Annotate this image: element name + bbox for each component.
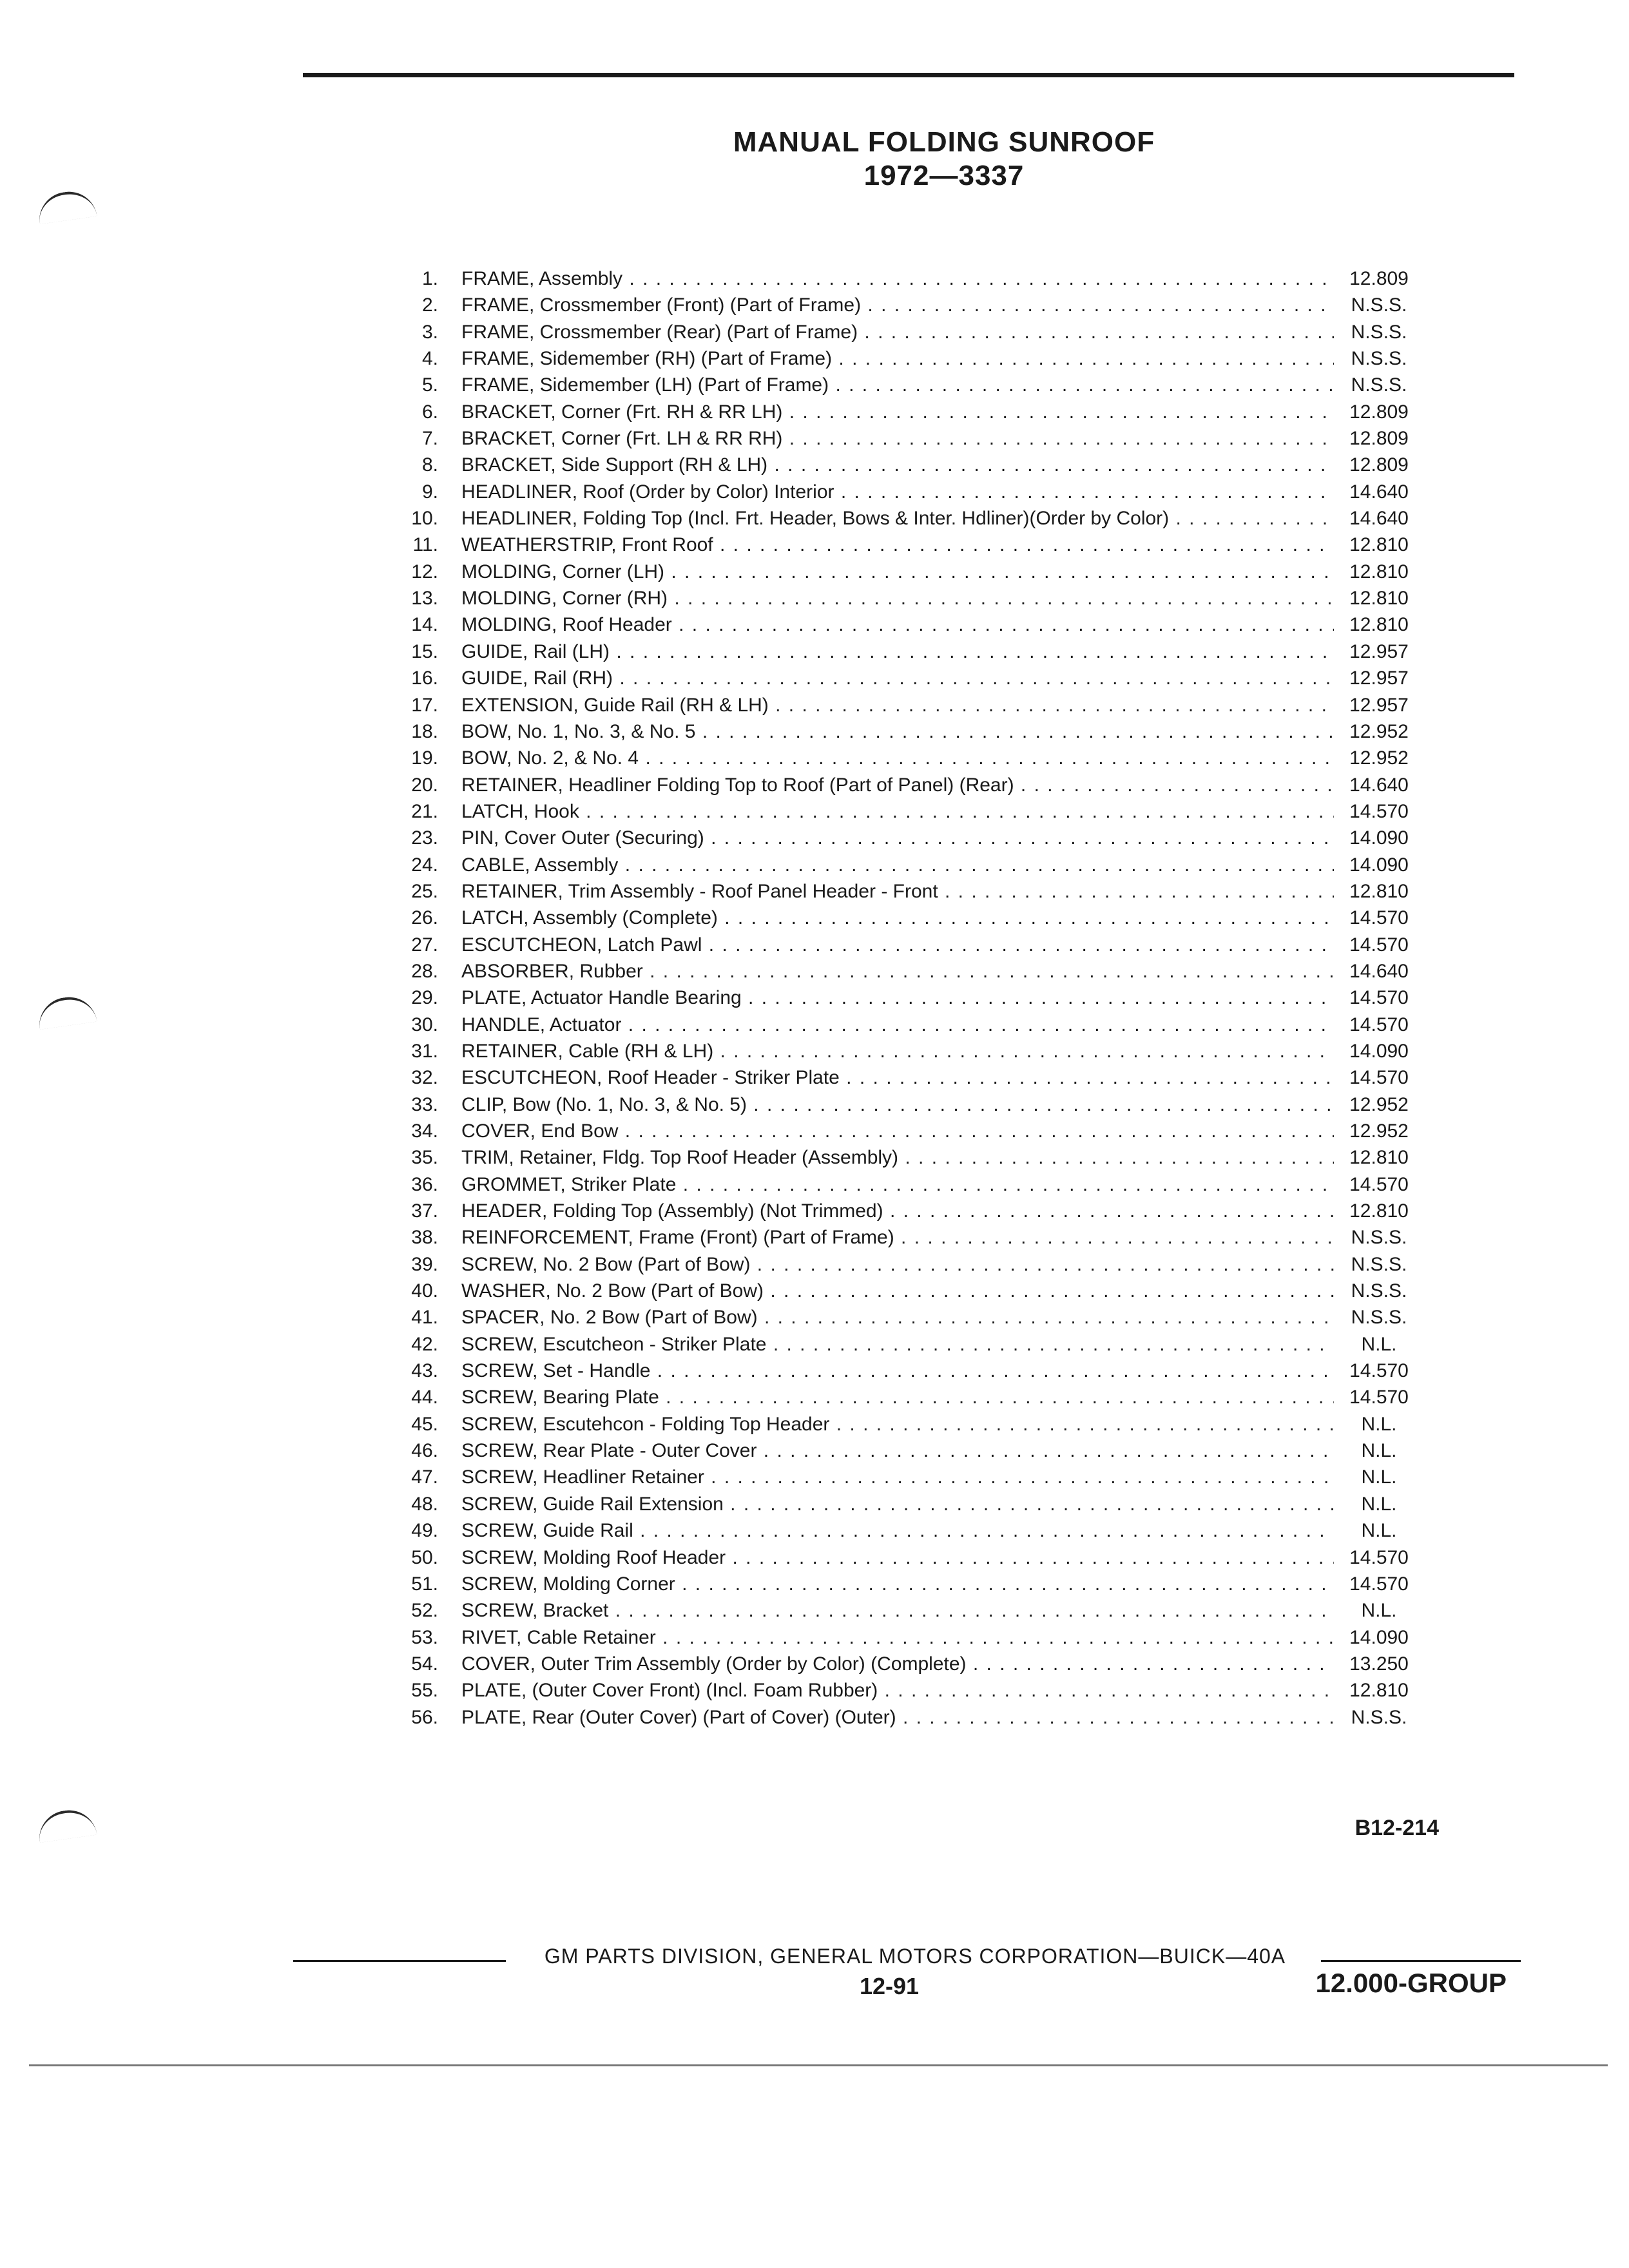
- part-row: [387, 1491, 1424, 1517]
- group-code: N.L.: [1361, 1520, 1397, 1542]
- part-description: MOLDING, Roof Header . . .: [461, 611, 1334, 638]
- part-description: CABLE, Assembly . . .: [461, 852, 1334, 878]
- part-row: [387, 825, 1424, 851]
- part-row: [387, 399, 1424, 425]
- part-row: [387, 1624, 1424, 1651]
- group-code: 14.640: [1349, 774, 1409, 796]
- part-row: [387, 1517, 1424, 1544]
- part-description: COVER, Outer Trim Assembly (Order by Color) (Complete) . . .: [461, 1651, 1334, 1677]
- part-description: SCREW, Guide Rail Extension . . .: [461, 1491, 1334, 1517]
- group-code: N.S.S.: [1351, 1706, 1407, 1728]
- group-code: N.S.S.: [1351, 1307, 1407, 1329]
- part-description: SCREW, Headliner Retainer . . .: [461, 1464, 1334, 1490]
- part-description: REINFORCEMENT, Frame (Front) (Part of Frame) . . .: [461, 1224, 1334, 1251]
- group-code: 12.810: [1349, 880, 1409, 902]
- group-code: 14.090: [1349, 1626, 1409, 1648]
- part-number: 54.: [411, 1653, 438, 1675]
- part-row: [387, 1411, 1424, 1437]
- part-description: HEADER, Folding Top (Assembly) (Not Trimmed) . . .: [461, 1198, 1334, 1224]
- part-description: SCREW, Molding Corner . . .: [461, 1571, 1334, 1597]
- part-row: [387, 905, 1424, 931]
- part-number: 21.: [411, 800, 438, 822]
- group-code: 14.640: [1349, 481, 1409, 503]
- group-code: 14.570: [1349, 1573, 1409, 1595]
- group-code: N.L.: [1361, 1440, 1397, 1462]
- group-code: 12.809: [1349, 268, 1409, 289]
- group-code: 14.570: [1349, 1173, 1409, 1195]
- part-number: 40.: [411, 1280, 438, 1302]
- part-description: SCREW, Escutehcon - Folding Top Header . . .: [461, 1411, 1334, 1437]
- part-row: [387, 1331, 1424, 1358]
- part-row: [387, 559, 1424, 585]
- part-number: 42.: [411, 1333, 438, 1355]
- part-row: [387, 1118, 1424, 1144]
- group-code: 14.570: [1349, 1014, 1409, 1035]
- group-code: 14.090: [1349, 1040, 1409, 1062]
- part-number: 52.: [411, 1600, 438, 1622]
- part-number: 14.: [411, 614, 438, 636]
- part-row: [387, 798, 1424, 825]
- group-code: N.S.S.: [1351, 1227, 1407, 1249]
- part-row: [387, 1251, 1424, 1278]
- punch-hole-mark: [35, 188, 97, 224]
- group-code: 14.090: [1349, 827, 1409, 849]
- part-row: [387, 345, 1424, 372]
- part-description: LATCH, Assembly (Complete) . . .: [461, 905, 1334, 931]
- part-row: [387, 1464, 1424, 1490]
- part-number: 25.: [411, 880, 438, 902]
- part-description: SCREW, Rear Plate - Outer Cover . . .: [461, 1437, 1334, 1464]
- group-code: 12.809: [1349, 401, 1409, 423]
- group-code: 13.250: [1349, 1653, 1409, 1675]
- group-code: N.L.: [1361, 1333, 1397, 1355]
- part-row: [387, 319, 1424, 345]
- part-number: 46.: [411, 1440, 438, 1462]
- group-code: N.L.: [1361, 1493, 1397, 1515]
- group-code: 14.640: [1349, 960, 1409, 982]
- part-number: 28.: [411, 960, 438, 982]
- group-code: 14.570: [1349, 800, 1409, 822]
- part-description: FRAME, Crossmember (Rear) (Part of Frame) . . .: [461, 319, 1334, 345]
- part-row: [387, 1091, 1424, 1118]
- group-code: 12.809: [1349, 454, 1409, 476]
- part-number: 56.: [411, 1706, 438, 1728]
- group-code: 14.090: [1349, 854, 1409, 876]
- part-row: [387, 1358, 1424, 1384]
- group-code: 14.570: [1349, 1067, 1409, 1089]
- part-row: [387, 772, 1424, 798]
- part-row: [387, 265, 1424, 292]
- group-code: 12.952: [1349, 1093, 1409, 1115]
- part-number: 39.: [411, 1253, 438, 1275]
- part-number: 20.: [411, 774, 438, 796]
- part-description: PLATE, Rear (Outer Cover) (Part of Cover) (Outer) . . .: [461, 1704, 1334, 1731]
- group-code: N.L.: [1361, 1466, 1397, 1488]
- part-number: 50.: [411, 1546, 438, 1568]
- part-description: RETAINER, Trim Assembly - Roof Panel Header - Front . . .: [461, 878, 1334, 905]
- part-number: 27.: [411, 934, 438, 956]
- part-row: [387, 1437, 1424, 1464]
- part-number: 41.: [411, 1307, 438, 1329]
- reference-number: B12-214: [1354, 1816, 1439, 1840]
- part-number: 18.: [411, 720, 438, 742]
- part-description: FRAME, Sidemember (LH) (Part of Frame) . . .: [461, 372, 1334, 398]
- part-description: FRAME, Assembly . . .: [461, 265, 1334, 292]
- part-number: 1.: [421, 268, 438, 289]
- group-code: N.S.S.: [1351, 374, 1407, 396]
- part-description: FRAME, Crossmember (Front) (Part of Frame) . . .: [461, 292, 1334, 318]
- group-code: 12.957: [1349, 694, 1409, 716]
- part-description: GUIDE, Rail (RH) . . .: [461, 665, 1334, 691]
- part-number: 13.: [411, 588, 438, 610]
- group-code: 14.570: [1349, 1387, 1409, 1408]
- part-description: BOW, No. 1, No. 3, & No. 5 . . .: [461, 718, 1334, 745]
- part-row: [387, 852, 1424, 878]
- part-row: [387, 1571, 1424, 1597]
- top-rule: [303, 73, 1514, 77]
- part-number: 37.: [411, 1200, 438, 1222]
- part-description: TRIM, Retainer, Fldg. Top Roof Header (Assembly) . . .: [461, 1144, 1334, 1171]
- group-code: 14.570: [1349, 907, 1409, 929]
- part-description: RETAINER, Cable (RH & LH) . . .: [461, 1038, 1334, 1064]
- part-row: [387, 1544, 1424, 1571]
- part-number: 23.: [411, 827, 438, 849]
- part-number: 26.: [411, 907, 438, 929]
- part-row: [387, 639, 1424, 665]
- part-description: SCREW, No. 2 Bow (Part of Bow) . . .: [461, 1251, 1334, 1278]
- part-description: HEADLINER, Roof (Order by Color) Interior . . .: [461, 479, 1334, 505]
- group-code: N.L.: [1361, 1600, 1397, 1622]
- group-code: 12.810: [1349, 588, 1409, 610]
- part-number: 7.: [421, 428, 438, 450]
- part-row: [387, 1304, 1424, 1331]
- part-row: [387, 1012, 1424, 1038]
- part-row: [387, 1704, 1424, 1731]
- group-code: 12.957: [1349, 668, 1409, 689]
- group-code: N.L.: [1361, 1413, 1397, 1435]
- part-description: RIVET, Cable Retainer . . .: [461, 1624, 1334, 1651]
- page-number: 12-91: [859, 1973, 920, 1999]
- page-subtitle: 1972—3337: [863, 160, 1025, 191]
- group-code: N.S.S.: [1351, 1280, 1407, 1302]
- group-code: 12.952: [1349, 720, 1409, 742]
- group-code: 12.809: [1349, 428, 1409, 450]
- footer-rule-left: [293, 1960, 506, 1962]
- group-code: 12.810: [1349, 1200, 1409, 1222]
- part-row: [387, 1064, 1424, 1091]
- part-row: [387, 1651, 1424, 1677]
- part-row: [387, 425, 1424, 452]
- part-description: LATCH, Hook . . .: [461, 798, 1334, 825]
- group-code: N.S.S.: [1351, 348, 1407, 370]
- group-code: 12.810: [1349, 534, 1409, 556]
- part-number: 43.: [411, 1360, 438, 1382]
- part-row: [387, 1278, 1424, 1304]
- part-number: 36.: [411, 1173, 438, 1195]
- part-number: 24.: [411, 854, 438, 876]
- part-row: [387, 532, 1424, 558]
- bottom-rule: [29, 2064, 1608, 2066]
- part-description: PIN, Cover Outer (Securing) . . .: [461, 825, 1334, 851]
- part-description: ABSORBER, Rubber . . .: [461, 958, 1334, 985]
- part-number: 12.: [411, 561, 438, 582]
- group-code: 12.957: [1349, 640, 1409, 662]
- group-number: 12.000-GROUP: [1315, 1968, 1507, 1998]
- part-number: 30.: [411, 1014, 438, 1035]
- footer-rule-right: [1321, 1960, 1521, 1962]
- part-description: SCREW, Bearing Plate . . .: [461, 1384, 1334, 1410]
- part-row: [387, 372, 1424, 398]
- part-number: 19.: [411, 747, 438, 769]
- part-description: WASHER, No. 2 Bow (Part of Bow) . . .: [461, 1278, 1334, 1304]
- part-number: 17.: [411, 694, 438, 716]
- part-number: 51.: [411, 1573, 438, 1595]
- part-description: PLATE, Actuator Handle Bearing . . .: [461, 985, 1334, 1011]
- part-number: 11.: [412, 534, 438, 556]
- part-row: [387, 1198, 1424, 1224]
- part-number: 35.: [411, 1147, 438, 1169]
- punch-hole-mark: [35, 1807, 97, 1843]
- part-row: [387, 1597, 1424, 1624]
- part-description: WEATHERSTRIP, Front Roof . . .: [461, 532, 1334, 558]
- part-number: 16.: [411, 668, 438, 689]
- part-row: [387, 505, 1424, 532]
- part-row: [387, 1171, 1424, 1198]
- part-row: [387, 745, 1424, 771]
- group-code: 14.570: [1349, 1360, 1409, 1382]
- part-number: 33.: [411, 1093, 438, 1115]
- part-number: 5.: [421, 374, 438, 396]
- part-description: SCREW, Bracket . . .: [461, 1597, 1334, 1624]
- part-row: [387, 692, 1424, 718]
- punch-hole-mark: [35, 994, 97, 1030]
- part-description: FRAME, Sidemember (RH) (Part of Frame) . . .: [461, 345, 1334, 372]
- part-row: [387, 878, 1424, 905]
- part-row: [387, 1038, 1424, 1064]
- part-description: SCREW, Molding Roof Header . . .: [461, 1544, 1334, 1571]
- part-description: GUIDE, Rail (LH) . . .: [461, 639, 1334, 665]
- group-code: 14.570: [1349, 1546, 1409, 1568]
- part-number: 10.: [411, 508, 438, 530]
- part-row: [387, 1677, 1424, 1704]
- parts-list: [387, 265, 1424, 1731]
- part-number: 32.: [411, 1067, 438, 1089]
- part-number: 48.: [411, 1493, 438, 1515]
- part-description: SCREW, Guide Rail . . .: [461, 1517, 1334, 1544]
- group-code: 12.810: [1349, 1147, 1409, 1169]
- part-row: [387, 292, 1424, 318]
- part-number: 31.: [411, 1040, 438, 1062]
- part-description: MOLDING, Corner (LH) . . .: [461, 559, 1334, 585]
- part-description: EXTENSION, Guide Rail (RH & LH) . . .: [461, 692, 1334, 718]
- part-row: [387, 932, 1424, 958]
- part-row: [387, 958, 1424, 985]
- part-description: HANDLE, Actuator . . .: [461, 1012, 1334, 1038]
- part-row: [387, 1144, 1424, 1171]
- part-description: CLIP, Bow (No. 1, No. 3, & No. 5) . . .: [461, 1091, 1334, 1118]
- part-number: 9.: [421, 481, 438, 503]
- part-description: RETAINER, Headliner Folding Top to Roof (Part of Panel) (Rear) . . .: [461, 772, 1334, 798]
- part-number: 3.: [421, 321, 438, 343]
- part-row: [387, 611, 1424, 638]
- group-code: 12.952: [1349, 747, 1409, 769]
- group-code: 14.570: [1349, 934, 1409, 956]
- part-number: 34.: [411, 1120, 438, 1142]
- part-description: SCREW, Set - Handle . . .: [461, 1358, 1334, 1384]
- page-title: MANUAL FOLDING SUNROOF: [733, 126, 1155, 158]
- group-code: 14.640: [1349, 508, 1409, 530]
- group-code: N.S.S.: [1351, 294, 1407, 316]
- part-number: 45.: [411, 1413, 438, 1435]
- part-description: BRACKET, Corner (Frt. LH & RR RH) . . .: [461, 425, 1334, 452]
- part-description: BRACKET, Corner (Frt. RH & RR LH) . . .: [461, 399, 1334, 425]
- part-description: HEADLINER, Folding Top (Incl. Frt. Header, Bows & Inter. Hdliner)(Order by Color) . . .: [461, 505, 1334, 532]
- part-row: [387, 1224, 1424, 1251]
- part-number: 4.: [421, 348, 438, 370]
- part-description: MOLDING, Corner (RH) . . .: [461, 585, 1334, 611]
- part-number: 8.: [421, 454, 438, 476]
- part-number: 47.: [411, 1466, 438, 1488]
- part-number: 29.: [411, 987, 438, 1009]
- group-code: N.S.S.: [1351, 1253, 1407, 1275]
- part-row: [387, 665, 1424, 691]
- part-description: ESCUTCHEON, Latch Pawl . . .: [461, 932, 1334, 958]
- part-number: 2.: [421, 294, 438, 316]
- part-number: 15.: [411, 640, 438, 662]
- part-number: 55.: [411, 1680, 438, 1702]
- footer-division: GM PARTS DIVISION, GENERAL MOTORS CORPORATION—BUICK—40A: [544, 1945, 1286, 1968]
- group-code: 12.810: [1349, 614, 1409, 636]
- part-number: 38.: [411, 1227, 438, 1249]
- part-number: 44.: [411, 1387, 438, 1408]
- part-description: ESCUTCHEON, Roof Header - Striker Plate . . .: [461, 1064, 1334, 1091]
- group-code: 12.810: [1349, 561, 1409, 582]
- group-code: 14.570: [1349, 987, 1409, 1009]
- part-number: 49.: [411, 1520, 438, 1542]
- group-code: 12.810: [1349, 1680, 1409, 1702]
- part-description: GROMMET, Striker Plate . . .: [461, 1171, 1334, 1198]
- part-row: [387, 585, 1424, 611]
- part-description: SCREW, Escutcheon - Striker Plate . . .: [461, 1331, 1334, 1358]
- part-description: COVER, End Bow . . .: [461, 1118, 1334, 1144]
- part-number: 6.: [421, 401, 438, 423]
- part-description: PLATE, (Outer Cover Front) (Incl. Foam Rubber) . . .: [461, 1677, 1334, 1704]
- group-code: N.S.S.: [1351, 321, 1407, 343]
- part-row: [387, 985, 1424, 1011]
- part-row: [387, 718, 1424, 745]
- part-description: SPACER, No. 2 Bow (Part of Bow) . . .: [461, 1304, 1334, 1331]
- part-row: [387, 452, 1424, 478]
- part-description: BRACKET, Side Support (RH & LH) . . .: [461, 452, 1334, 478]
- group-code: 12.952: [1349, 1120, 1409, 1142]
- part-number: 53.: [411, 1626, 438, 1648]
- part-description: BOW, No. 2, & No. 4 . . .: [461, 745, 1334, 771]
- part-row: [387, 1384, 1424, 1410]
- part-row: [387, 479, 1424, 505]
